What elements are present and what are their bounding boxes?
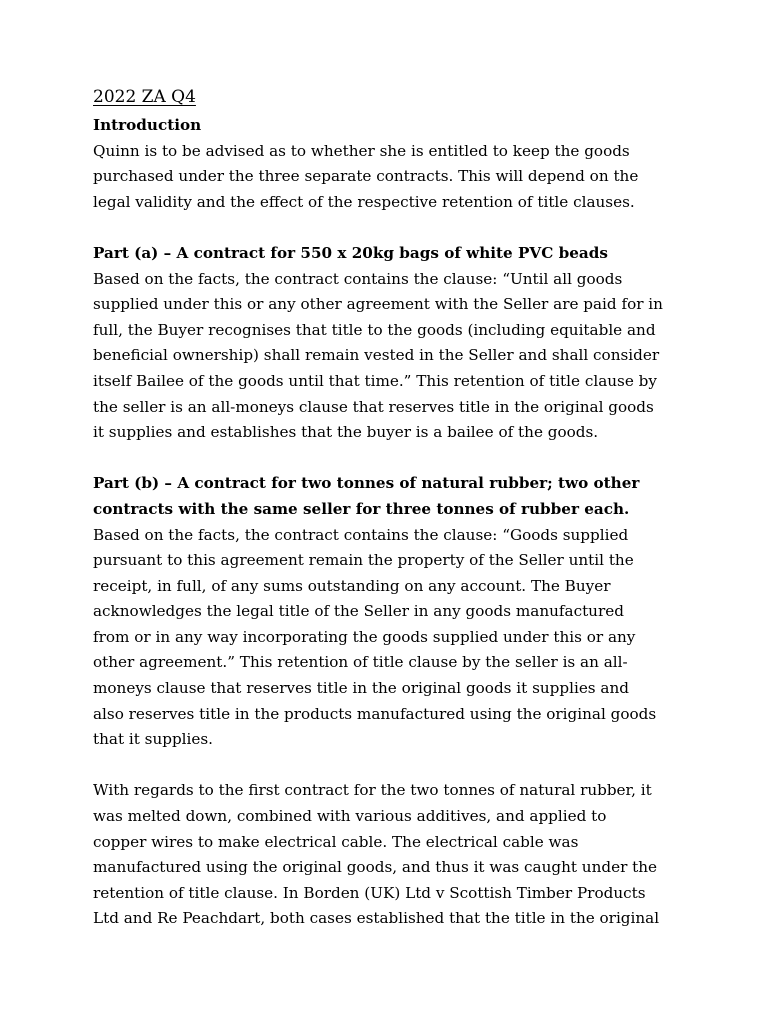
paragraph-line: legal validity and the effect of the respective retention of title clauses.	[93, 192, 635, 211]
document-page	[93, 85, 693, 932]
part-b-heading	[93, 471, 693, 522]
paragraph-line: Based on the facts, the contract contains the clause: “Until all goods	[93, 269, 623, 288]
part-a-paragraph	[93, 267, 693, 446]
introduction-heading: Introduction	[93, 116, 202, 134]
paragraph-line: also reserves title in the products manufactured using the original goods	[93, 704, 657, 723]
heading-line: Part (b) – A contract for two tonnes of natural rubber; two other	[93, 474, 640, 493]
heading-line: contracts with the same seller for three tonnes of rubber each.	[93, 499, 630, 518]
paragraph-line: Ltd and Re Peachdart, both cases established that the title in the original	[93, 909, 660, 928]
paragraph-line: beneficial ownership) shall remain vested in the Seller and shall consider	[93, 346, 660, 365]
paragraph-line: retention of title clause. In Borden (UK) Ltd v Scottish Timber Products	[93, 883, 646, 902]
paragraph-line: manufactured using the original goods, and thus it was caught under the	[93, 858, 658, 877]
paragraph-line: the seller is an all-moneys clause that reserves title in the original goods	[93, 397, 654, 416]
paragraph-line: receipt, in full, of any sums outstanding on any account. The Buyer	[93, 576, 611, 595]
paragraph-line: other agreement.” This retention of title clause by the seller is an all-	[93, 653, 628, 672]
paragraph-line: that it supplies.	[93, 730, 214, 749]
paragraph-line: purchased under the three separate contracts. This will depend on the	[93, 167, 639, 186]
paragraph-line: With regards to the first contract for the two tonnes of natural rubber, it	[93, 781, 652, 800]
paragraph-line: copper wires to make electrical cable. The electrical cable was	[93, 832, 579, 851]
paragraph-line: was melted down, combined with various additives, and applied to	[93, 807, 607, 826]
paragraph-line: Based on the facts, the contract contains the clause: “Goods supplied	[93, 525, 629, 544]
part-b-paragraph	[93, 523, 693, 753]
paragraph-line: it supplies and establishes that the buyer is a bailee of the goods.	[93, 423, 599, 442]
paragraph-line: moneys clause that reserves title in the original goods it supplies and	[93, 679, 629, 698]
paragraph-line: supplied under this or any other agreement with the Seller are paid for in	[93, 295, 663, 314]
introduction-paragraph	[93, 139, 693, 216]
paragraph-line: acknowledges the legal title of the Seller in any goods manufactured	[93, 602, 624, 621]
part-a-section	[93, 241, 693, 446]
paragraph-line: itself Bailee of the goods until that time.” This retention of title clause by	[93, 371, 657, 390]
part-a-heading: Part (a) – A contract for 550 x 20kg bags of white PVC beads	[93, 243, 608, 262]
paragraph-line: Quinn is to be advised as to whether she is entitled to keep the goods	[93, 141, 630, 160]
paragraph-line: pursuant to this agreement remain the property of the Seller until the	[93, 551, 634, 570]
part-b-section	[93, 471, 693, 932]
part-b-followup-paragraph	[93, 778, 693, 932]
paragraph-line: from or in any way incorporating the goods supplied under this or any	[93, 627, 636, 646]
introduction-section	[93, 113, 693, 215]
paragraph-line: full, the Buyer recognises that title to the goods (including equitable and	[93, 320, 656, 339]
document-title: 2022 ZA Q4	[93, 87, 196, 107]
